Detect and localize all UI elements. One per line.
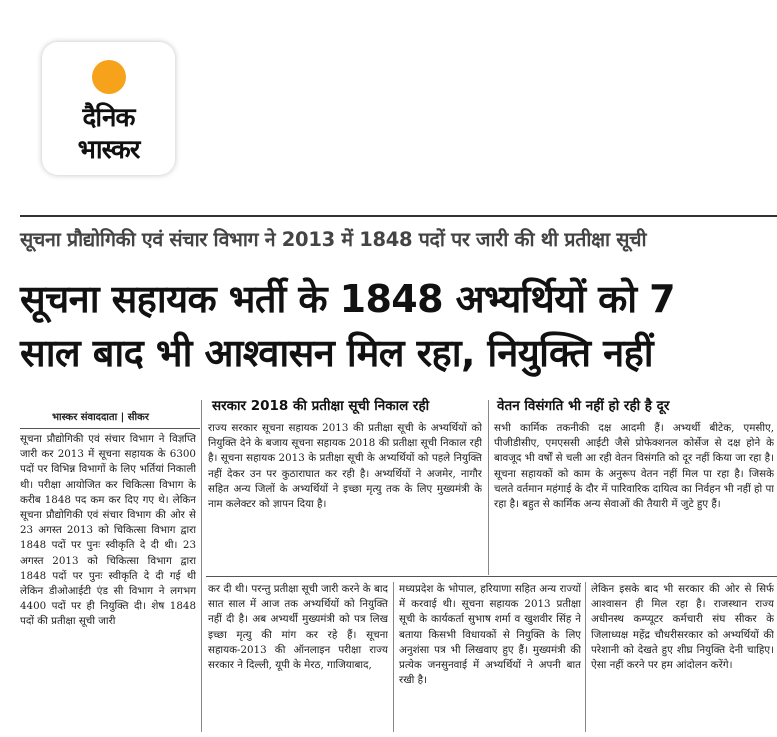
body-column-2-bottom: कर दी थी। परन्तु प्रतीक्षा सूची जारी करने के बाद सात साल में आज तक अभ्यर्थियों को नियुक्ति नहीं दी है। अब अभ्यर्थी मुख्यमंत्री को पत्र लिख इच्छा मृत्यु की मांग कर रहे हैं। सूचना सहायक-2013 की ऑनलाइन परीक्षा राज्य सरकार ने दिल्ली, यूपी के मेरठ, गाजियाबाद, <box>208 583 388 672</box>
column-divider-4 <box>585 582 586 732</box>
logo-text-line2: भास्कर <box>77 135 140 165</box>
subhead-waiting-list: सरकार 2018 की प्रतीक्षा सूची निकाल रही <box>212 398 430 414</box>
column-divider-3 <box>393 582 394 732</box>
top-divider <box>20 215 777 217</box>
article-kicker: सूचना प्रौद्योगिकी एवं संचार विभाग ने 2013 में 1848 पदों पर जारी की थी प्रतीक्षा सूची <box>20 228 647 251</box>
headline-line-2: साल बाद भी आश्वासन मिल रहा, नियुक्ति नहीं <box>20 331 653 375</box>
body-column-2-top: राज्य सरकार सूचना सहायक 2013 की प्रतीक्षा सूची के अभ्यर्थियों को नियुक्ति देने के बजाय सूचना सहायक 2018 की प्रतीक्षा सूची निकाल रही है। सूचना सहायक 2013 के प्रतीक्षा सूची के अभ्यर्थियों को पहले नियुक्ति नहीं देकर उन पर कुठाराघात कर रही है। अभ्यर्थियों ने अजमेर, नागौर सहित अन्य जिलों के अभ्यर्थियों ने इच्छा मृत्यु तक के लिए मुख्यमंत्री के नाम कलेक्टर को ज्ञापन दिया है। <box>208 422 482 511</box>
logo-text-line1: दैनिक <box>82 103 135 133</box>
byline: भास्कर संवाददाता | सीकर <box>52 412 149 423</box>
byline-rule <box>20 428 200 429</box>
headline-line-1: सूचना सहायक भर्ती के 1848 अभ्यर्थियों को 7 <box>20 277 676 321</box>
box-bottom-rule <box>206 576 777 577</box>
subhead-salary-anomaly: वेतन विसंगति भी नहीं हो रही है दूर <box>497 398 670 414</box>
column-divider-2 <box>488 400 489 575</box>
sun-icon <box>92 60 126 94</box>
body-column-3-bottom: मध्यप्रदेश के भोपाल, हरियाणा सहित अन्य राज्यों में करवाई थी। सूचना सहायक 2013 प्रतीक्षा सूची के कार्यकर्ता सुभाष शर्मा व खुशवीर सिंह ने बताया किसभी विधायकों से नियुक्ति के लिए अनुशंसा पत्र भी लिखवाए हुए हैं। मुख्यमंत्री की प्रत्येक जनसुनवाई में अभ्यर्थियों ने अपनी बात रखी है। <box>399 583 581 687</box>
body-column-4-top: सभी कार्मिक तकनीकी दक्ष आदमी हैं। अभ्यर्थी बीटेक, एमसीए, पीजीडीसीए, एमएससी आईटी जैसे प्रोफेक्शनल कोर्सेज से दक्ष होने के बावजूद भी वर्षों से चली आ रही वेतन विसंगति को दूर नहीं किया जा रहा है। सूचना सहायकों को काम के अनुरूप वेतन नहीं मिल पा रहा है। जिसके चलते वर्तमान महंगाई के दौर में पारिवारिक दायित्व का निर्वहन भी नहीं हो पा रहा है। बहुत से कार्मिक अन्य सेवाओं की तैयारी में जुटे हुए हैं। <box>494 422 774 511</box>
dainik-bhaskar-logo <box>42 42 175 175</box>
column-divider-1 <box>201 400 202 732</box>
body-column-4-bottom: लेकिन इसके बाद भी सरकार की ओर से सिर्फ आश्वासन ही मिल रहा है। राजस्थान राज्य अधीनस्थ कम्प्यूटर कर्मचारी संघ सीकर के जिलाध्यक्ष महेंद्र चौधरीसरकार को अभ्यर्थियों की परेशानी को देखते हुए शीघ्र नियुक्ति देनी चाहिए। ऐसा नहीं करने पर हम आंदोलन करेंगे। <box>591 583 774 672</box>
body-column-1: सूचना प्रौद्योगिकी एवं संचार विभाग ने विज्ञप्ति जारी कर 2013 में सूचना सहायक के 6300 पदों पर विभिन्न विभागों के लिए भर्तियां निकाली थी। परीक्षा आयोजित कर चिकित्सा विभाग के करीब 1848 पद कम कर दिए गए थे। लेकिन सूचना प्रौद्योगिकी एवं संचार विभाग की ओर से 23 अगस्त 2013 को चिकित्सा विभाग द्वारा 1848 पदों पर पुनः स्वीकृति दे दी थी। 23 अगस्त 2013 को चिकित्सा विभाग द्वारा 1848 पदों पर पुनः स्वीकृति दे दी गई थी लेकिन डीओआईटी एंड सी विभाग ने लगभग 4400 पदों पर ही नियुक्ति दी। शेष 1848 पदों की प्रतीक्षा सूची जारी <box>20 433 196 628</box>
